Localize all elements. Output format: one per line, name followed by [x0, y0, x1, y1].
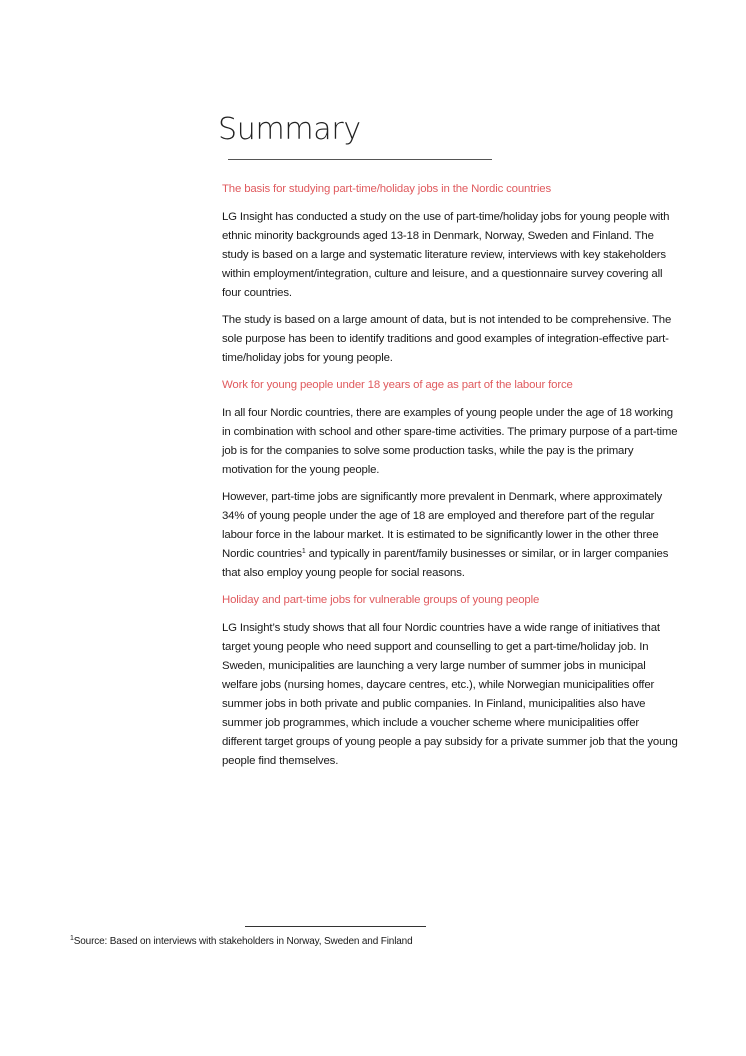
page-title: Summary — [218, 112, 361, 147]
paragraph-vulnerable-groups-1: LG Insight’s study shows that all four Nordic countries have a wide range of initiatives that target young people who need support and counselling to get a part-time/holiday job. In Sweden, municipalities are launching a very large number of summer jobs in municipal welfare jobs (nursing homes, daycare centres, etc.), while Norwegian municipalities offer summer jobs in both private and public companies. In Finland, municipalities also have summer job programmes, which include a voucher scheme where municipalities offer different target groups of young people a pay subsidy for a private summer job that the young people find themselves. — [222, 622, 678, 767]
paragraph-labour-force-2 — [222, 488, 678, 583]
footnote-mark: 1 — [70, 935, 74, 942]
paragraph-labour-force-1: In all four Nordic countries, there are examples of young people under the age of 18 working in combination with school and other spare-time activities. The primary purpose of a part-time job is for the companies to solve some production tasks, while the pay is the primary motivation for the young people. — [222, 407, 678, 476]
summary-body — [222, 180, 678, 779]
footnote-reference[interactable]: 1 — [301, 548, 306, 555]
section-heading-basis: The basis for studying part-time/holiday jobs in the Nordic countries — [222, 183, 552, 195]
paragraph-text-after-note: and typically in parent/family businesses or similar, or in larger companies that also employ young people for social reasons. — [222, 548, 669, 579]
paragraph-basis-1: LG Insight has conducted a study on the use of part-time/holiday jobs for young people with ethnic minority backgrounds aged 13-18 in Denmark, Norway, Sweden and Finland. The study is based on a large and systematic literature review, interviews with key stakeholders within employment/integration, culture and leisure, and a questionnaire survey covering all four countries. — [222, 211, 670, 299]
paragraph-text-before-note: However, part-time jobs are significantly more prevalent in Denmark, where approximately 34% of young people under the age of 18 are employed and therefore part of the regular labour force in the labour market. It is estimated to be significantly lower in the other three Nordic countries — [222, 491, 663, 560]
title-divider — [228, 159, 492, 160]
footnote — [70, 935, 413, 949]
footnote-text: Source: Based on interviews with stakeholders in Norway, Sweden and Finland — [73, 936, 413, 947]
paragraph-basis-2: The study is based on a large amount of data, but is not intended to be comprehensive. The sole purpose has been to identify traditions and good examples of integration-effective part-time/holiday jobs for young people. — [222, 314, 672, 364]
section-heading-vulnerable-groups: Holiday and part-time jobs for vulnerable groups of young people — [222, 594, 540, 606]
footnote-divider — [245, 926, 426, 927]
section-heading-labour-force: Work for young people under 18 years of age as part of the labour force — [222, 379, 573, 391]
